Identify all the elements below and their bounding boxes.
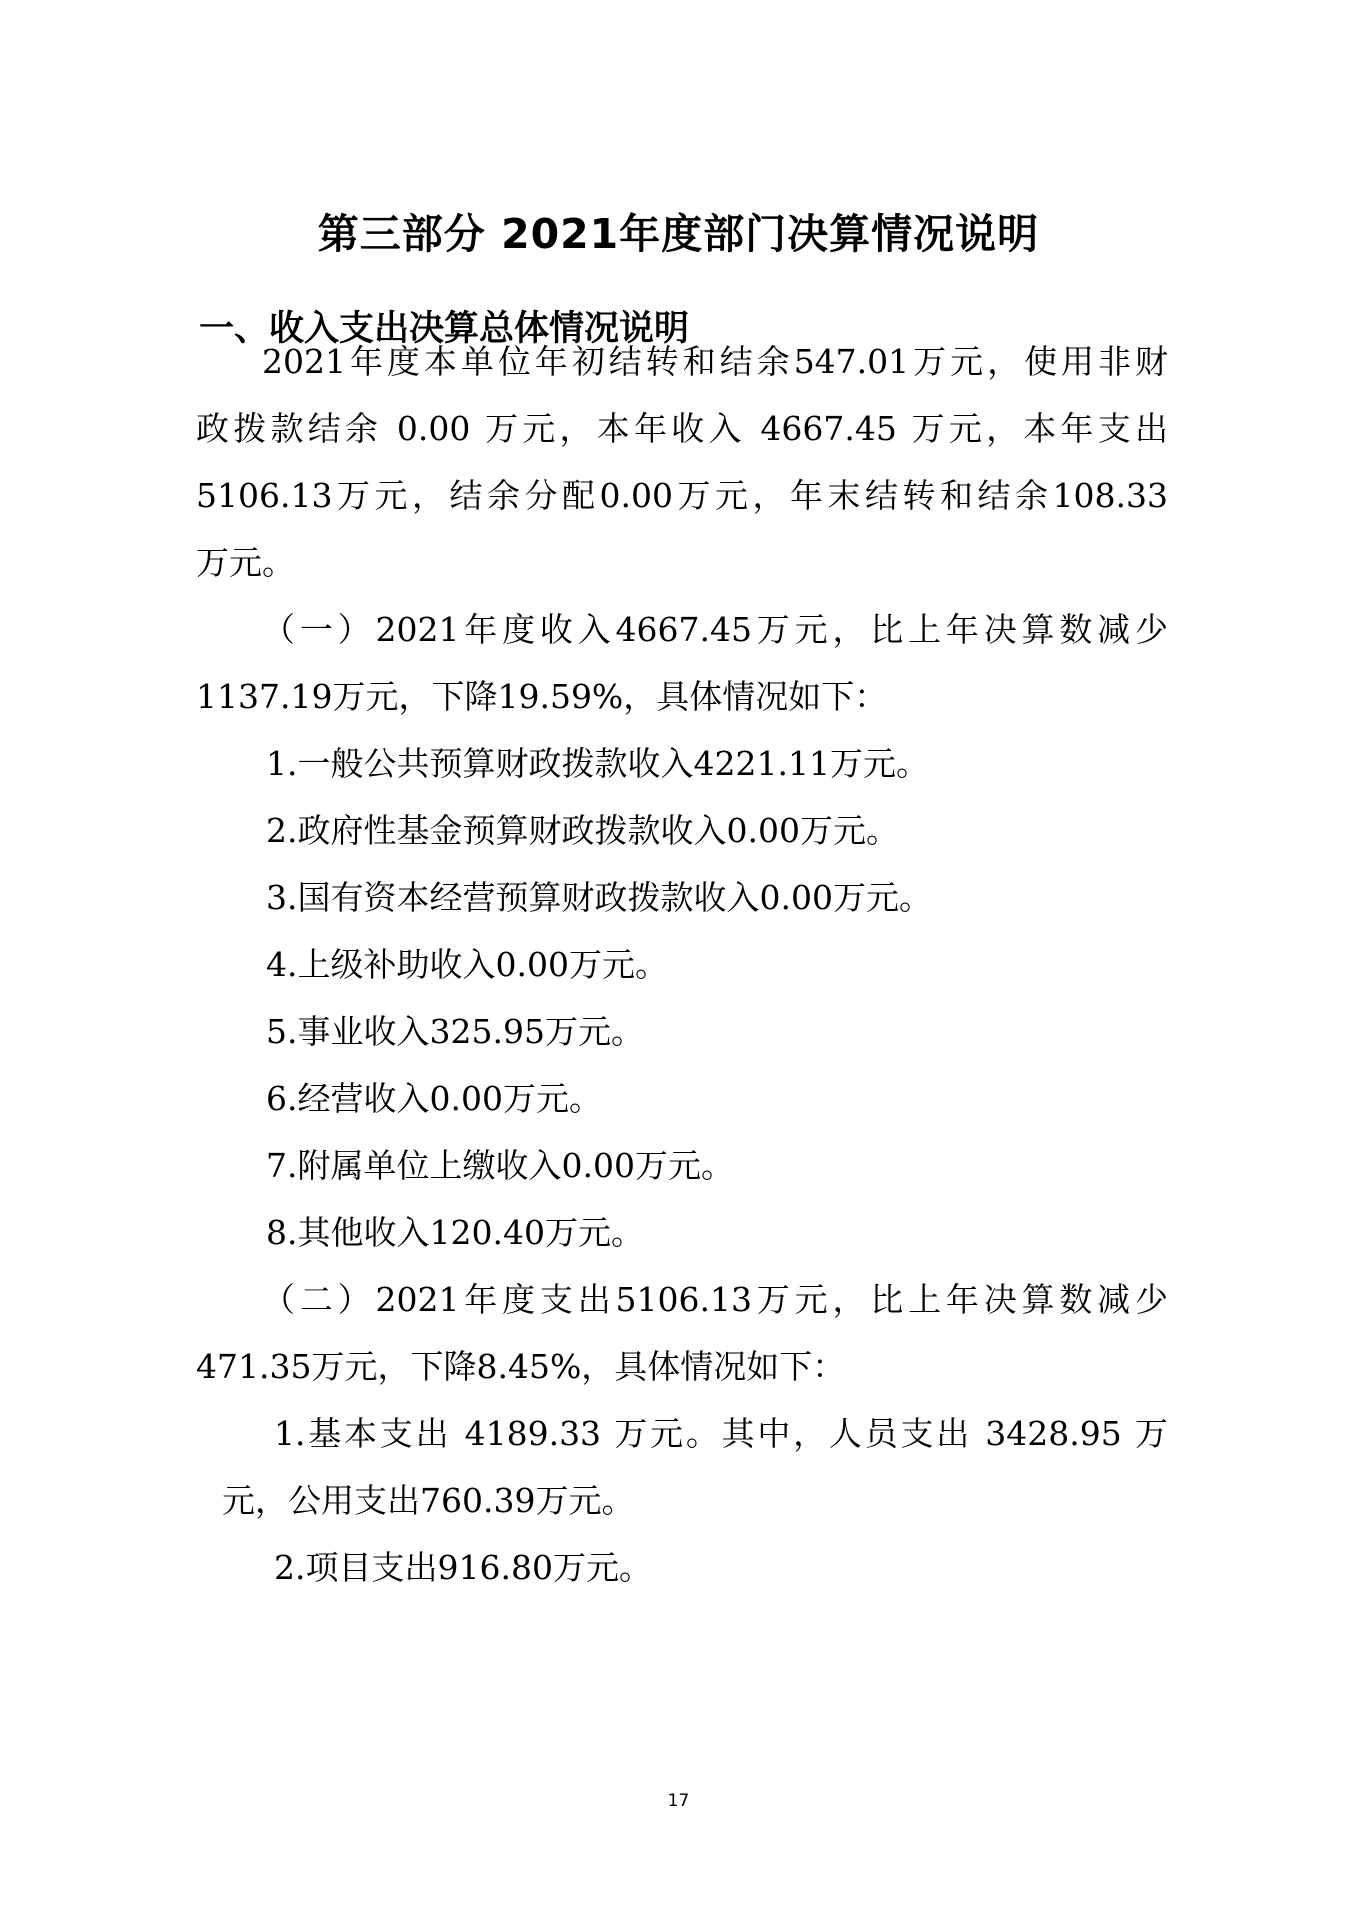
income-item-8: 8.其他收入120.40万元。 — [266, 1213, 644, 1252]
overview-line-1: 2021年度本单位年初结转和结余547.01万元，使用非财 — [262, 342, 1168, 381]
expenditure-summary-line-2: 471.35万元，下降8.45%，具体情况如下： — [196, 1347, 846, 1386]
page-title: 第三部分 2021年度部门决算情况说明 — [317, 210, 1040, 258]
income-item-4: 4.上级补助收入0.00万元。 — [266, 945, 668, 984]
overview-line-3: 5106.13万元，结余分配0.00万元，年末结转和结余108.33 — [196, 476, 1168, 515]
section-heading: 一、收入支出决算总体情况说明 — [199, 309, 690, 349]
basic-expenditure-line-2: 元，公用支出760.39万元。 — [222, 1481, 635, 1520]
income-item-2: 2.政府性基金预算财政拨款收入0.00万元。 — [266, 811, 899, 850]
page-number: 17 — [667, 1791, 690, 1811]
income-item-3: 3.国有资本经营预算财政拨款收入0.00万元。 — [266, 878, 932, 917]
overview-line-2: 政拨款结余 0.00 万元，本年收入 4667.45 万元，本年支出 — [196, 409, 1168, 448]
income-summary-line-1: （一）2021年度收入4667.45万元，比上年决算数减少 — [262, 610, 1168, 649]
income-item-1: 1.一般公共预算财政拨款收入4221.11万元。 — [266, 744, 929, 783]
income-item-7: 7.附属单位上缴收入0.00万元。 — [266, 1146, 734, 1185]
income-summary-line-2: 1137.19万元，下降19.59%，具体情况如下： — [196, 677, 888, 716]
project-expenditure: 2.项目支出916.80万元。 — [274, 1548, 652, 1587]
expenditure-summary-line-1: （二）2021年度支出5106.13万元，比上年决算数减少 — [262, 1280, 1168, 1319]
income-item-6: 6.经营收入0.00万元。 — [266, 1079, 602, 1118]
overview-line-4: 万元。 — [196, 543, 295, 582]
basic-expenditure-line-1: 1.基本支出 4189.33 万元。其中，人员支出 3428.95 万 — [274, 1414, 1168, 1453]
income-item-5: 5.事业收入325.95万元。 — [266, 1012, 644, 1051]
